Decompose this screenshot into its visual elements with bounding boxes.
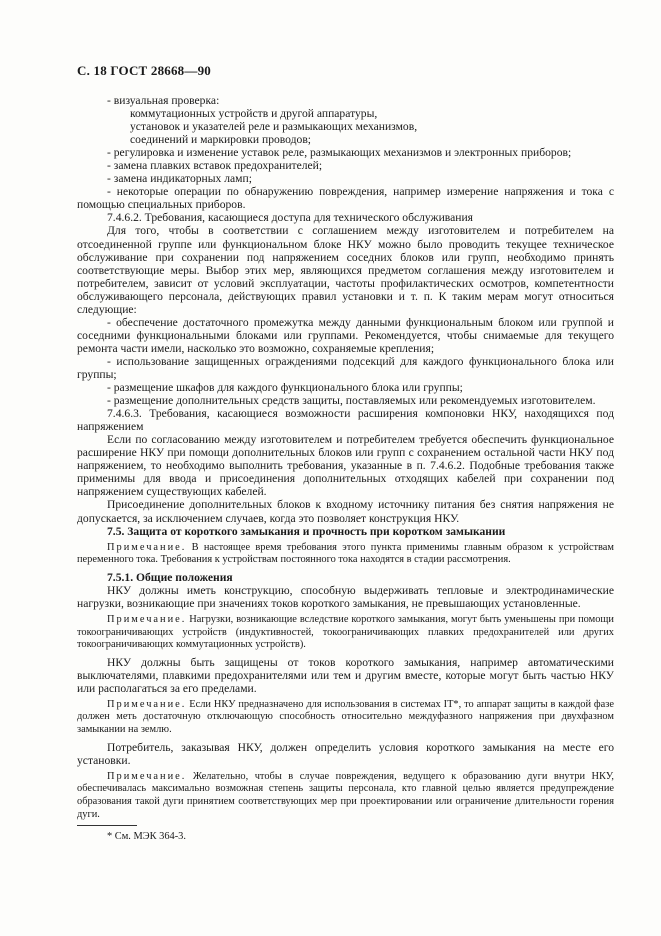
paragraph: Если по согласованию между изготовителем и потребителем требуется обеспечить функциональное расширение НКУ при помощи дополнительных блоков или групп с сохранением остальной части НКУ под напряжением, то необходимо выполнить требования, указанные в п. 7.4.6.2. Подобные требования также применимы для ввода и присоединения дополнительных отходящих кабелей при сохранении под напряжением существующих кабелей. [77, 433, 614, 499]
paragraph: Для того, чтобы в соответствии с соглашением между изготовителем и потребителем на отсоединенной группе или функциональном блоке НКУ можно было проводить текущее техническое обслуживание при сохранении под напряжением соседних блоков или групп, необходимо принять соответствующие меры. Выбор этих мер, являющихся предметом соглашения между изготовителем и потребителем, зависит от условий эксплуатации, частоты профилактических осмотров, компетентности обслуживающего персонала, действующих правил установки и т. п. К таким мерам могут относиться следующие: [77, 224, 614, 316]
note-label: Примечание. [107, 613, 187, 625]
section-heading: 7.4.6.2. Требования, касающиеся доступа для технического обслуживания [107, 211, 473, 225]
sub-list-item: соединений и маркировки проводов; [130, 133, 312, 147]
list-item: - размещение дополнительных средств защиты, поставляемых или рекомендуемых изготовителем. [107, 394, 596, 408]
sub-list-item: коммутационных устройств и другой аппаратуры, [130, 107, 378, 121]
list-item: - обеспечение достаточного промежутка между данными функциональным блоком или группой и соседними функциональными блоками или группами. Рекомендуется, чтобы снимаемые для текущего ремонта части имели, насколько это возможно, сохраняемые крепления; [77, 315, 614, 355]
list-item: - замена индикаторных ламп; [107, 172, 252, 186]
note-label: Примечание. [107, 541, 187, 553]
section-heading: 7.4.6.3. Требования, касающиеся возможности расширения компоновки НКУ, находящихся под напряжением [77, 407, 614, 434]
page-header: С. 18 ГОСТ 28668—90 [77, 63, 211, 78]
note-text: Желательно, чтобы в случае повреждения, ведущего к образованию дуги внутри НКУ, обеспечивалась максимально возможная степень защиты персонала, кто главной целью является предупреждение образования такой дуги принятием соответствующих мер при проектировании или ограничение длительности горения дуги. [77, 770, 614, 820]
document-body [77, 94, 614, 843]
list-item: - некоторые операции по обнаружению повреждения, например измерение напряжения и тока с помощью специальных приборов. [77, 185, 614, 212]
note [77, 614, 614, 652]
footnote-divider [77, 825, 137, 826]
paragraph: НКУ должны иметь конструкцию, способную выдерживать тепловые и электродинамические нагрузки, возникающие при значениях токов короткого замыкания, не превышающих установленные. [77, 583, 614, 610]
paragraph: Потребитель, заказывая НКУ, должен определить условия короткого замыкания на месте его установки. [77, 740, 614, 767]
note [77, 771, 614, 821]
footnote: * См. МЭК 364-3. [107, 831, 186, 843]
list-item: - замена плавких вставок предохранителей; [107, 159, 323, 173]
paragraph: Присоединение дополнительных блоков к входному источнику питания без снятия напряжения не допускается, за исключением случаев, когда это позволяет конструкция НКУ. [77, 498, 614, 525]
list-item: - визуальная проверка: [107, 94, 220, 107]
list-item: - использование защищенных ограждениями подсекций для каждого функционального блока или группы; [77, 354, 614, 381]
paragraph: НКУ должны быть защищены от токов короткого замыкания, например автоматическими выключателями, плавкими предохранителями или тем и другим вместе, которые могут быть частью НКУ или располагаться за его пределами. [77, 655, 614, 695]
list-item: - размещение шкафов для каждого функционального блока или группы; [107, 381, 463, 395]
note [77, 542, 614, 567]
note-label: Примечание. [107, 770, 187, 782]
list-item: - регулировка и изменение уставок реле, размыкающих механизмов и электронных приборов; [107, 146, 572, 160]
sub-list-item: установок и указателей реле и размыкающих механизмов, [130, 120, 418, 134]
note-text: Если НКУ предназначено для использования в системах IT*, то аппарат защиты в каждой фазе должен меть достаточную отключающую способность относительно междуфазного напряжения при двухфазном замыкании на землю. [77, 698, 614, 736]
note-text: В настоящее время требования этого пункта применимы главным образом к устройствам переменного тока. Требования к устройствам постоянного тока находятся в стадии рассмотрения. [77, 541, 614, 566]
section-heading: 7.5. Защита от короткого замыкания и прочность при коротком замыкании [107, 524, 506, 538]
note-label: Примечание. [107, 698, 187, 710]
note [77, 699, 614, 737]
section-heading: 7.5.1. Общие положения [107, 570, 233, 584]
note-text: Нагрузки, возникающие вследствие короткого замыкания, могут быть уменьшены при помощи токоограничивающих устройств (индуктивностей, токоограничивающих плавких предохранителей или других токоограничивающих коммутационных устройств). [77, 613, 614, 651]
